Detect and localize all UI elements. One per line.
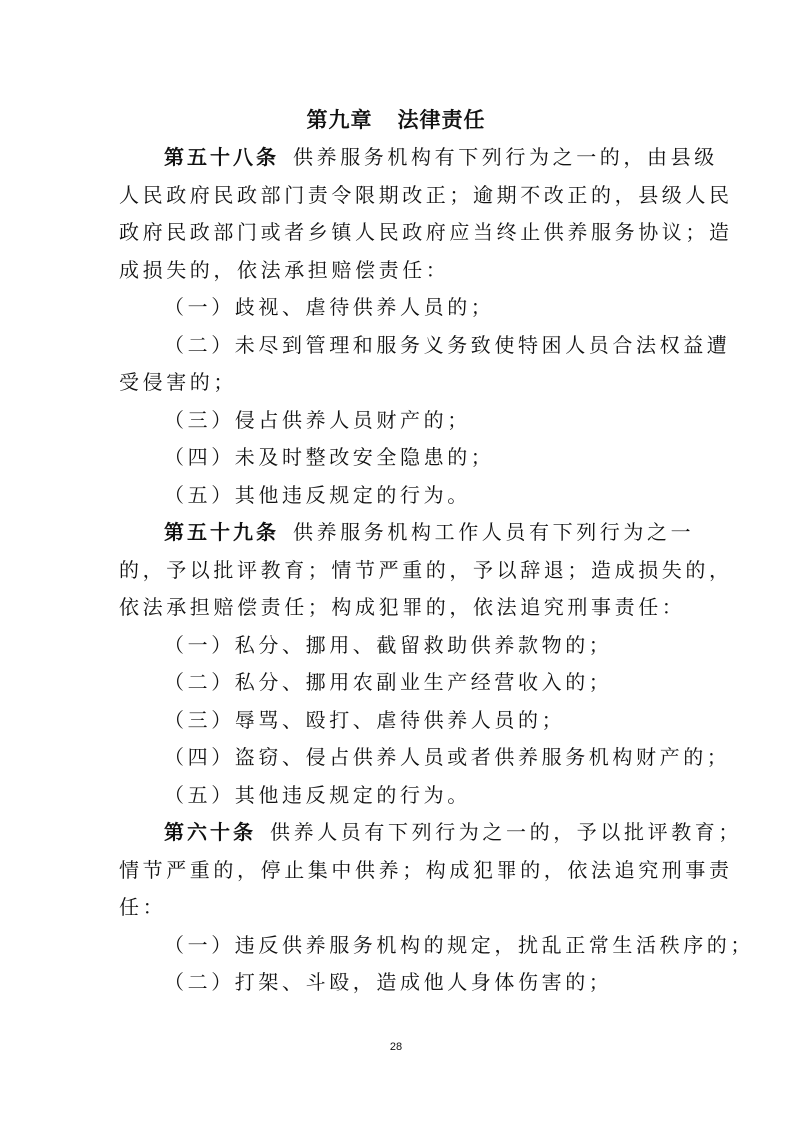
- article-text-line: 任：: [119, 895, 167, 919]
- list-item: （一）违反供养服务机构的规定，扰乱正常生活秩序的；: [164, 933, 754, 957]
- list-item: （一）私分、挪用、截留救助供养款物的；: [164, 633, 613, 657]
- list-item: （二）打架、斗殴，造成他人身体伤害的；: [164, 970, 613, 994]
- article-text-line: 的，予以批评教育；情节严重的，予以辞退；造成损失的，: [119, 558, 733, 582]
- article-number: 第五十八条: [164, 145, 279, 169]
- list-item: （四）盗窃、侵占供养人员或者供养服务机构财产的；: [164, 745, 731, 769]
- list-item: （五）其他违反规定的行为。: [164, 483, 471, 507]
- list-item: （二）私分、挪用农副业生产经营收入的；: [164, 670, 613, 694]
- list-item-continuation: 受侵害的；: [119, 370, 237, 394]
- list-item: （二）未尽到管理和服务义务致使特困人员合法权益遭: [164, 333, 731, 357]
- chapter-title: 第九章 法律责任: [306, 107, 486, 132]
- article-first-line: [164, 518, 694, 546]
- list-item: （三）侵占供养人员财产的；: [164, 408, 471, 432]
- article-text: 供养服务机构工作人员有下列行为之一: [293, 520, 695, 544]
- page-number: 28: [389, 1041, 403, 1053]
- list-item: （四）未及时整改安全隐患的；: [164, 445, 495, 469]
- list-item: （三）辱骂、殴打、虐待供养人员的；: [164, 708, 566, 732]
- article-number: 第六十条: [164, 820, 256, 844]
- article-first-line: [164, 143, 718, 171]
- article-first-line: [164, 818, 742, 846]
- article-text-line: 依法承担赔偿责任；构成犯罪的，依法追究刑事责任：: [119, 595, 686, 619]
- article-text-line: 政府民政部门或者乡镇人民政府应当终止供养服务协议；造: [119, 220, 733, 244]
- list-item: （一）歧视、虐待供养人员的；: [164, 295, 495, 319]
- article-text-line: 人民政府民政部门责令限期改正；逾期不改正的，县级人民: [119, 183, 733, 207]
- list-item: （五）其他违反规定的行为。: [164, 783, 471, 807]
- article-text-line: 成损失的，依法承担赔偿责任：: [119, 258, 450, 282]
- article-text: 供养人员有下列行为之一的，予以批评教育；: [270, 820, 742, 844]
- article-text-line: 情节严重的，停止集中供养；构成犯罪的，依法追究刑事责: [119, 858, 733, 882]
- article-number: 第五十九条: [164, 520, 279, 544]
- article-text: 供养服务机构有下列行为之一的，由县级: [293, 145, 718, 169]
